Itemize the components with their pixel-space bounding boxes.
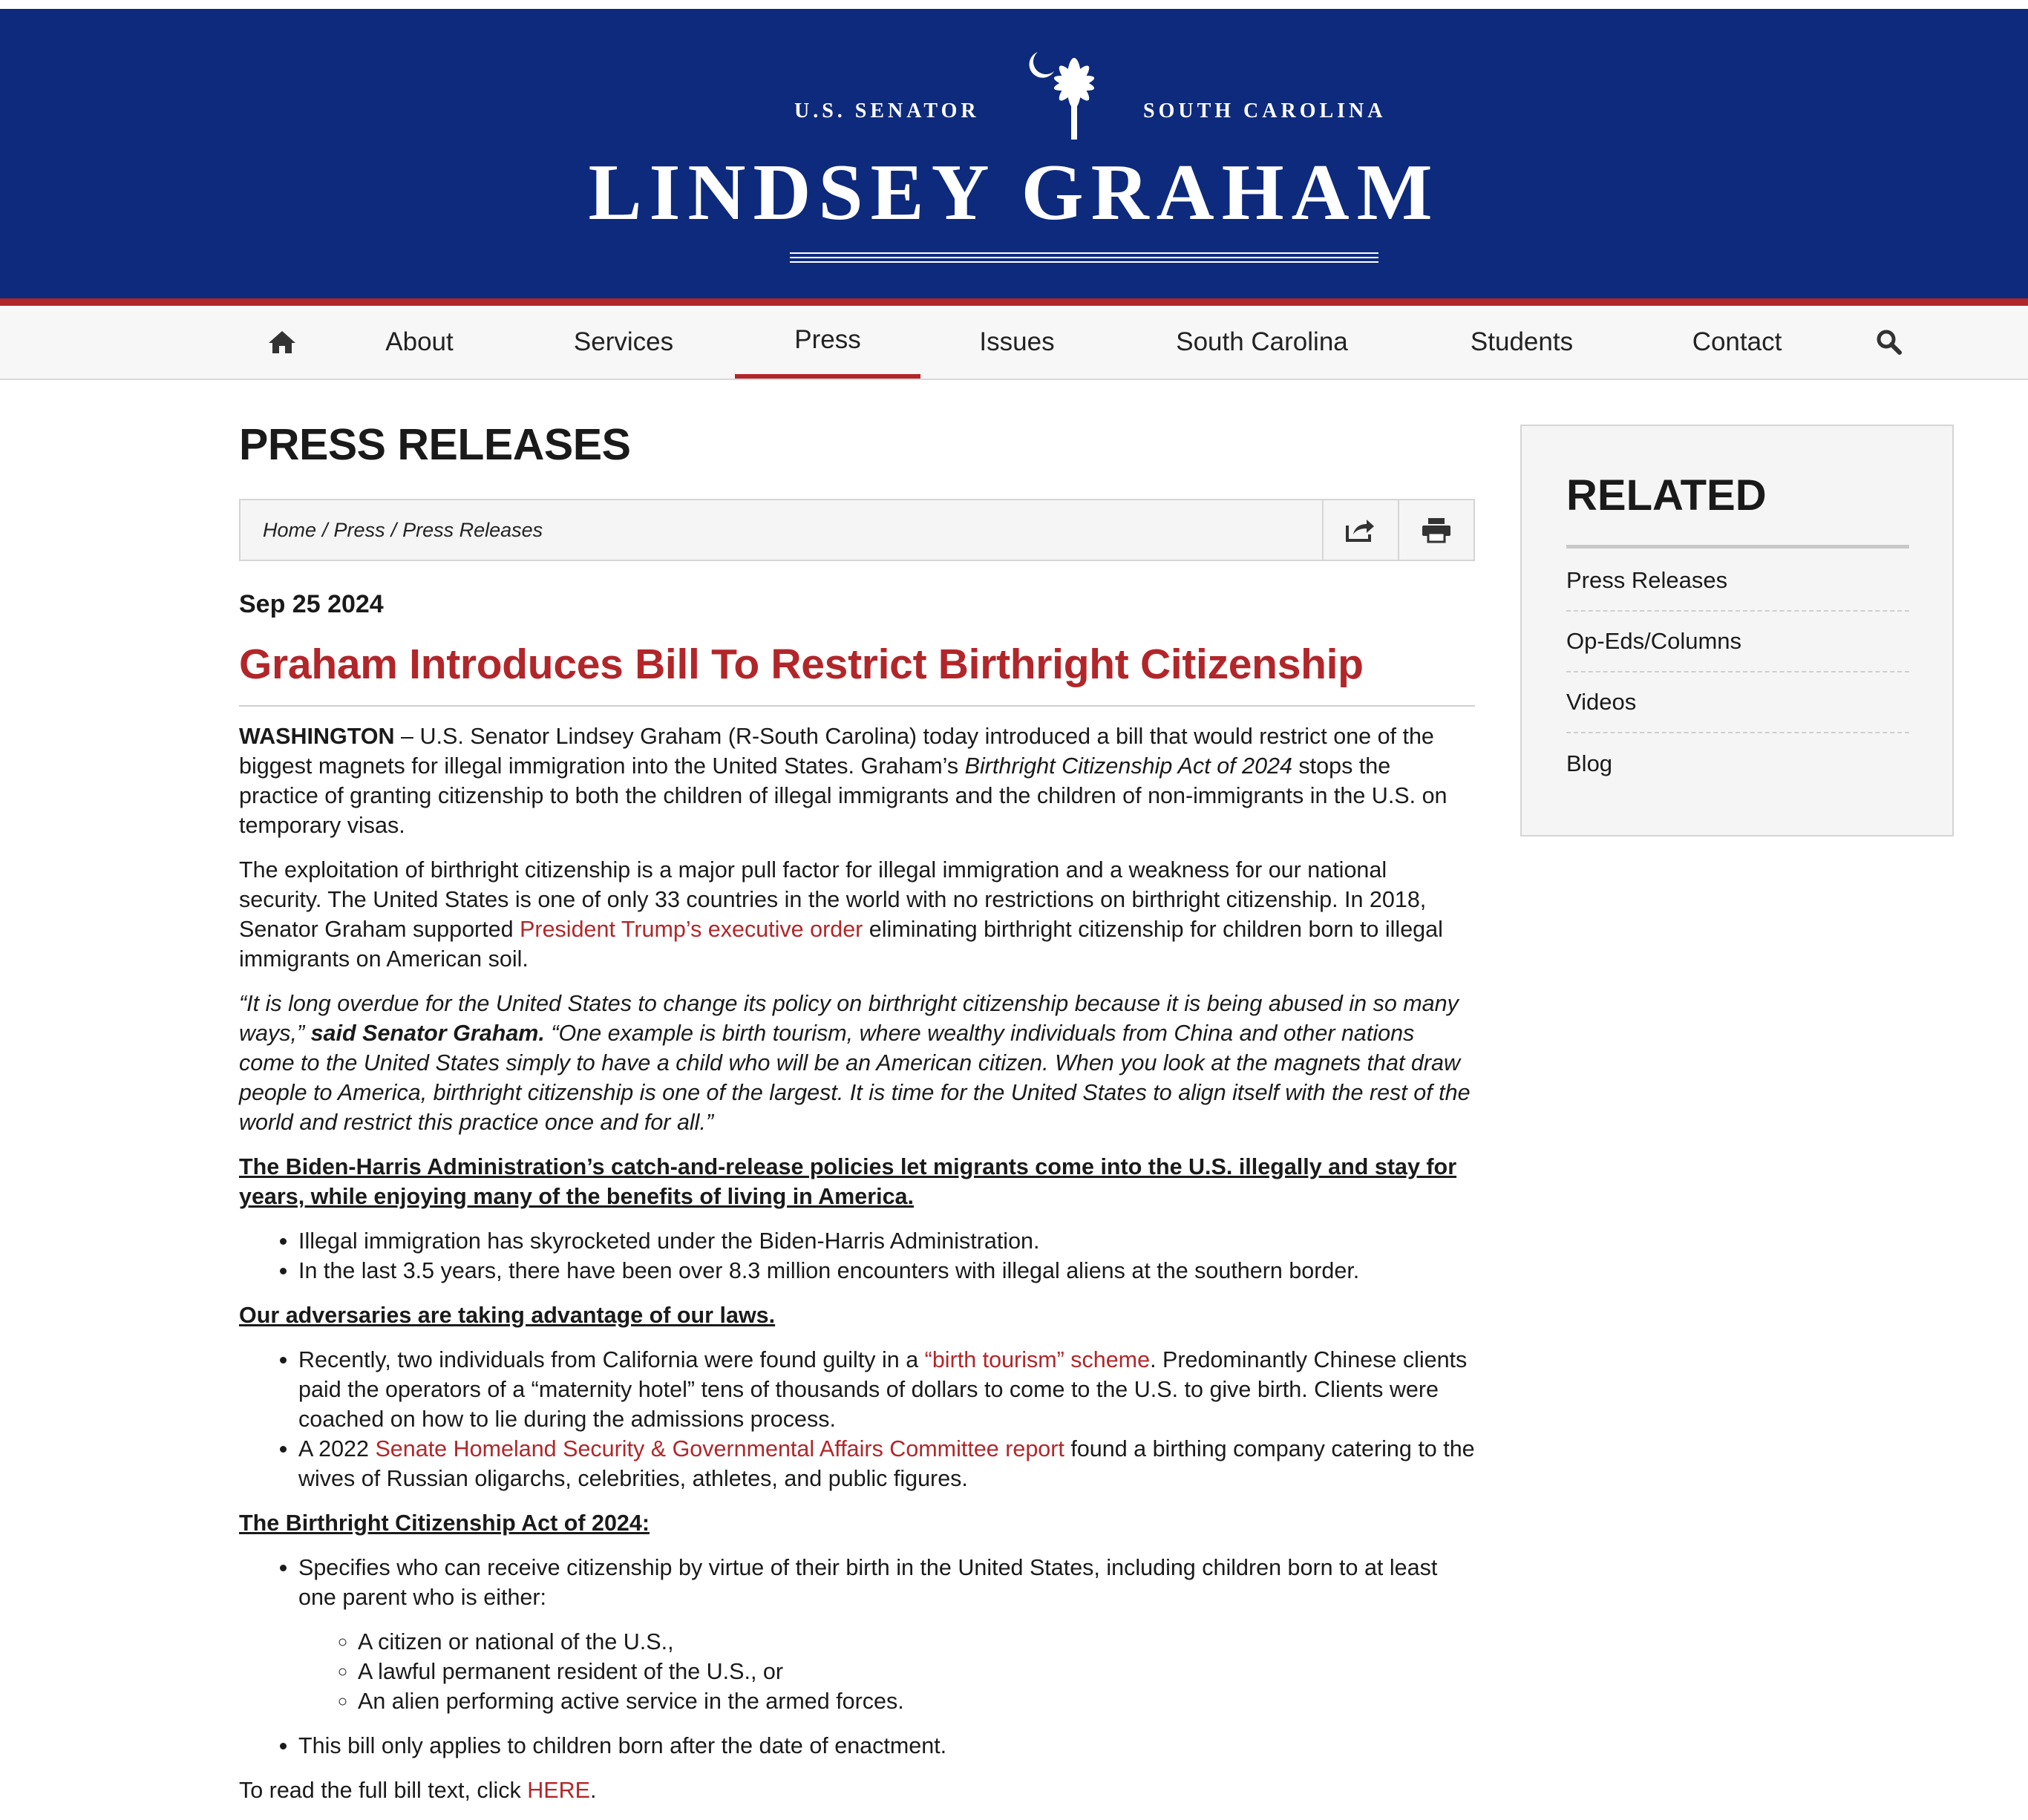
list-item — [298, 1345, 1475, 1434]
text: . Predominantly Chinese clients paid the operators of a “maternity hotel” tens of thousands of dollars to come to the U.S. to give birth. Clients were coached on how to lie during the admissions process. — [298, 1347, 1468, 1432]
paragraph-intro — [239, 721, 1475, 840]
article-title: Graham Introduces Bill To Restrict Birthright Citizenship — [239, 641, 1364, 688]
paragraph-closing — [239, 1775, 1475, 1805]
related-sidebar — [1520, 425, 1954, 837]
list-item: • This bill only applies to children born after the date of enactment. — [298, 1731, 1475, 1761]
list-item: • In the last 3.5 years, there have been over 8.3 million encounters with illegal aliens at the southern border. — [298, 1256, 1475, 1286]
quote-text: “One example is birth tourism, where wealthy individuals from China and other nations come to the United States simply to have a child who will be an American citizen. When you look at the magnets that draw people to America, birthright citizenship is one of the largest. It is time for the United States to align itself with the rest of the world and restrict this practice once and for all.” — [239, 1021, 1471, 1135]
executive-order-link[interactable]: President Trump’s executive order — [520, 917, 863, 942]
search-icon — [1876, 329, 1903, 356]
print-icon — [1421, 517, 1452, 543]
site-logo-name[interactable]: LINDSEY GRAHAM — [588, 148, 1440, 237]
related-link-op-eds[interactable]: Op-Eds/Columns — [1566, 612, 1909, 672]
text: stops the practice of granting citizenship to both the children of illegal immigrants and the children of non-immigrants in the U.S. on temporary visas. — [239, 753, 1448, 838]
text: A 2022 — [298, 1436, 376, 1461]
logo-rules — [790, 252, 1378, 266]
article-body — [239, 721, 1475, 1820]
text: found a birthing company catering to the wives of Russian oligarchs, celebrities, athletes, and public figures. — [298, 1436, 1475, 1491]
breadcrumb — [263, 500, 543, 560]
page-title: PRESS RELEASES — [239, 420, 631, 469]
nav-issues[interactable]: Issues — [979, 327, 1055, 356]
related-link-blog[interactable]: Blog — [1566, 750, 1613, 776]
birth-tourism-link[interactable]: “birth tourism” scheme — [924, 1347, 1151, 1372]
nav-south-carolina[interactable]: South Carolina — [1176, 327, 1348, 356]
related-link-press-releases[interactable]: Press Releases — [1566, 551, 1909, 612]
breadcrumb-home[interactable]: Home — [263, 518, 317, 541]
breadcrumb-press[interactable]: Press — [333, 518, 385, 541]
breadcrumb-separator: / — [390, 518, 397, 541]
home-icon — [267, 330, 297, 355]
sub-list-item: ◦ An alien performing active service in the armed forces. — [358, 1686, 1475, 1716]
list-item: • Illegal immigration has skyrocketed under the Biden-Harris Administration. — [298, 1226, 1475, 1256]
top-strip — [0, 0, 2028, 9]
bullet-list — [298, 1345, 1475, 1493]
text: Specifies who can receive citizenship by virtue of their birth in the United States, including children born to at least one parent who is either: — [298, 1555, 1438, 1610]
text: – U.S. Senator Lindsey Graham (R-South Carolina) today introduced a bill that would restrict one of the biggest magnets for illegal immigration into the United States. Graham’s — [239, 724, 1434, 779]
main-nav — [0, 306, 2028, 380]
dateline: WASHINGTON — [239, 724, 395, 749]
section-heading: The Biden-Harris Administration’s catch-and-release policies let migrants come into the U.S. illegally and stay for years, while enjoying many of the benefits of living in America. — [239, 1154, 1457, 1209]
list-item — [298, 1434, 1475, 1493]
nav-contact[interactable]: Contact — [1692, 327, 1782, 356]
section-heading: The Birthright Citizenship Act of 2024: — [239, 1510, 650, 1536]
section-heading: Our adversaries are taking advantage of our laws. — [239, 1303, 776, 1328]
nav-home[interactable] — [252, 306, 312, 379]
text: Recently, two individuals from California were found guilty in a — [298, 1347, 925, 1372]
breadcrumb-bar — [239, 499, 1475, 561]
text: The exploitation of birthright citizenship is a major pull factor for illegal immigration and a weakness for our national security. The United States is one of only 33 countries in the world with no restrictions on birthright citizenship. In 2018, Senator Graham supported — [239, 857, 1427, 942]
divider — [239, 705, 1475, 707]
breadcrumb-press-releases[interactable]: Press Releases — [402, 518, 543, 541]
nav-services[interactable]: Services — [573, 327, 674, 356]
nav-search-button[interactable] — [1863, 306, 1915, 379]
bullet-list — [298, 1226, 1475, 1286]
sub-list-item: ◦ A citizen or national of the U.S., — [358, 1627, 1475, 1657]
quote-attribution: said Senator Graham. — [304, 1021, 545, 1046]
sub-list — [358, 1627, 1475, 1716]
paragraph-background — [239, 855, 1475, 974]
text: . — [589, 1778, 597, 1803]
bullet-list — [298, 1553, 1475, 1761]
related-link-videos[interactable]: Videos — [1566, 672, 1909, 733]
full-bill-link[interactable]: HERE — [527, 1778, 590, 1803]
committee-report-link[interactable]: Senate Homeland Security & Governmental Affairs Committee report — [375, 1436, 1064, 1461]
nav-students[interactable]: Students — [1470, 327, 1574, 356]
nav-about[interactable]: About — [385, 327, 454, 356]
title-label: U.S. SENATOR — [794, 99, 980, 122]
nav-press[interactable]: Press — [735, 306, 920, 379]
masthead — [0, 9, 2028, 298]
bill-name: Birthright Citizenship Act of 2024 — [964, 753, 1292, 779]
paragraph-quote — [239, 989, 1475, 1137]
sidebar-heading: RELATED — [1566, 471, 1767, 520]
article-date: Sep 25 2024 — [239, 590, 384, 618]
accent-bar — [0, 298, 2028, 306]
state-label: SOUTH CAROLINA — [1143, 99, 1387, 122]
breadcrumb-separator: / — [322, 518, 328, 541]
share-icon — [1344, 517, 1377, 543]
share-button[interactable] — [1322, 500, 1398, 560]
list-item — [298, 1553, 1475, 1716]
sub-list-item: ◦ A lawful permanent resident of the U.S., or — [358, 1657, 1475, 1686]
print-button[interactable] — [1398, 500, 1473, 560]
quote-text: “It is long overdue for the United States to change its policy on birthright citizenship because it is being abused in so many ways,” — [239, 991, 1459, 1046]
related-links — [1566, 551, 1909, 794]
palmetto-crescent-icon — [1010, 46, 1136, 143]
text: To read the full bill text, click — [239, 1778, 528, 1803]
sidebar-divider — [1566, 545, 1909, 549]
text: eliminating birthright citizenship for children born to illegal immigrants on American soil. — [239, 917, 1443, 972]
